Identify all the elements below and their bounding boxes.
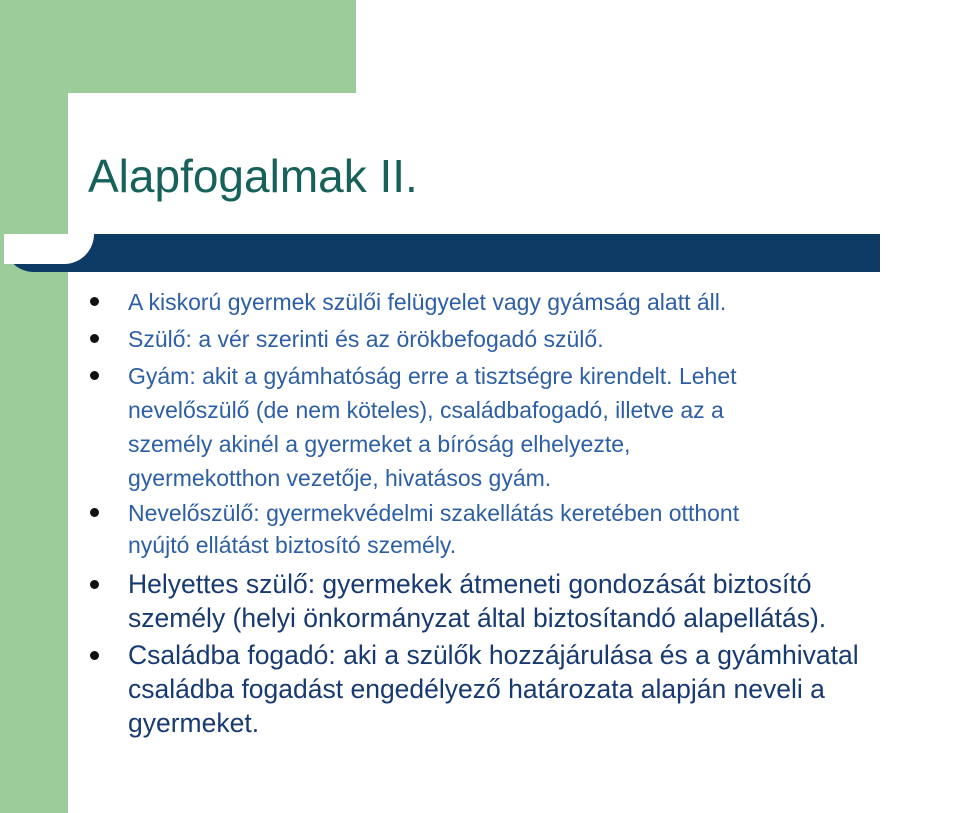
bullet-dot-icon — [90, 371, 99, 380]
bullet-dot-icon — [90, 508, 99, 517]
bullet-text-line: Családba fogadó: aki a szülők hozzájárulása és a gyámhivatal — [128, 640, 859, 670]
title-underline-bar — [4, 234, 880, 272]
bullet-text-line: Szülő: a vér szerinti és az örökbefogadó szülő. — [128, 326, 604, 352]
bullet-item — [78, 567, 958, 635]
bullet-text-line: A kiskorú gyermek szülői felügyelet vagy gyámság alatt áll. — [128, 289, 727, 315]
bullet-text-line: Helyettes szülő: gyermekek átmeneti gondozását biztosító — [128, 569, 812, 599]
bullet-item — [78, 358, 958, 497]
bullet-text-line: nevelőszülő (de nem köteles), családbafogadó, illetve az a — [128, 397, 724, 423]
bullet-item — [78, 284, 958, 321]
bullet-text-line: személy akinél a gyermeket a bíróság elhelyezte, — [128, 431, 631, 457]
bullet-dot-icon — [90, 651, 99, 660]
bullet-item — [78, 638, 958, 740]
bullet-text-line: gyermekotthon vezetője, hivatásos gyám. — [128, 465, 552, 491]
bullet-dot-icon — [90, 297, 99, 306]
bullet-text-line: Nevelőszülő: gyermekvédelmi szakellátás keretében otthont — [128, 500, 740, 526]
bullet-text-line: nyújtó ellátást biztosító személy. — [128, 532, 457, 558]
bullet-text-line: Gyám: akit a gyámhatóság erre a tisztségre kirendelt. Lehet — [128, 363, 737, 389]
bullet-item — [78, 321, 958, 358]
slide-title: Alapfogalmak II. — [88, 150, 418, 202]
bullet-text-line: személy (helyi önkormányzat által biztosítandó alapellátás). — [128, 603, 827, 633]
green-top-band — [0, 0, 356, 93]
bullet-text-line: gyermeket. — [128, 708, 260, 738]
bullet-dot-icon — [90, 580, 99, 589]
bullet-list — [78, 284, 958, 740]
bullet-text-line: családba fogadást engedélyező határozata alapján neveli a — [128, 674, 825, 704]
green-side-band — [0, 0, 68, 813]
bullet-dot-icon — [90, 334, 99, 343]
bullet-item — [78, 495, 958, 564]
